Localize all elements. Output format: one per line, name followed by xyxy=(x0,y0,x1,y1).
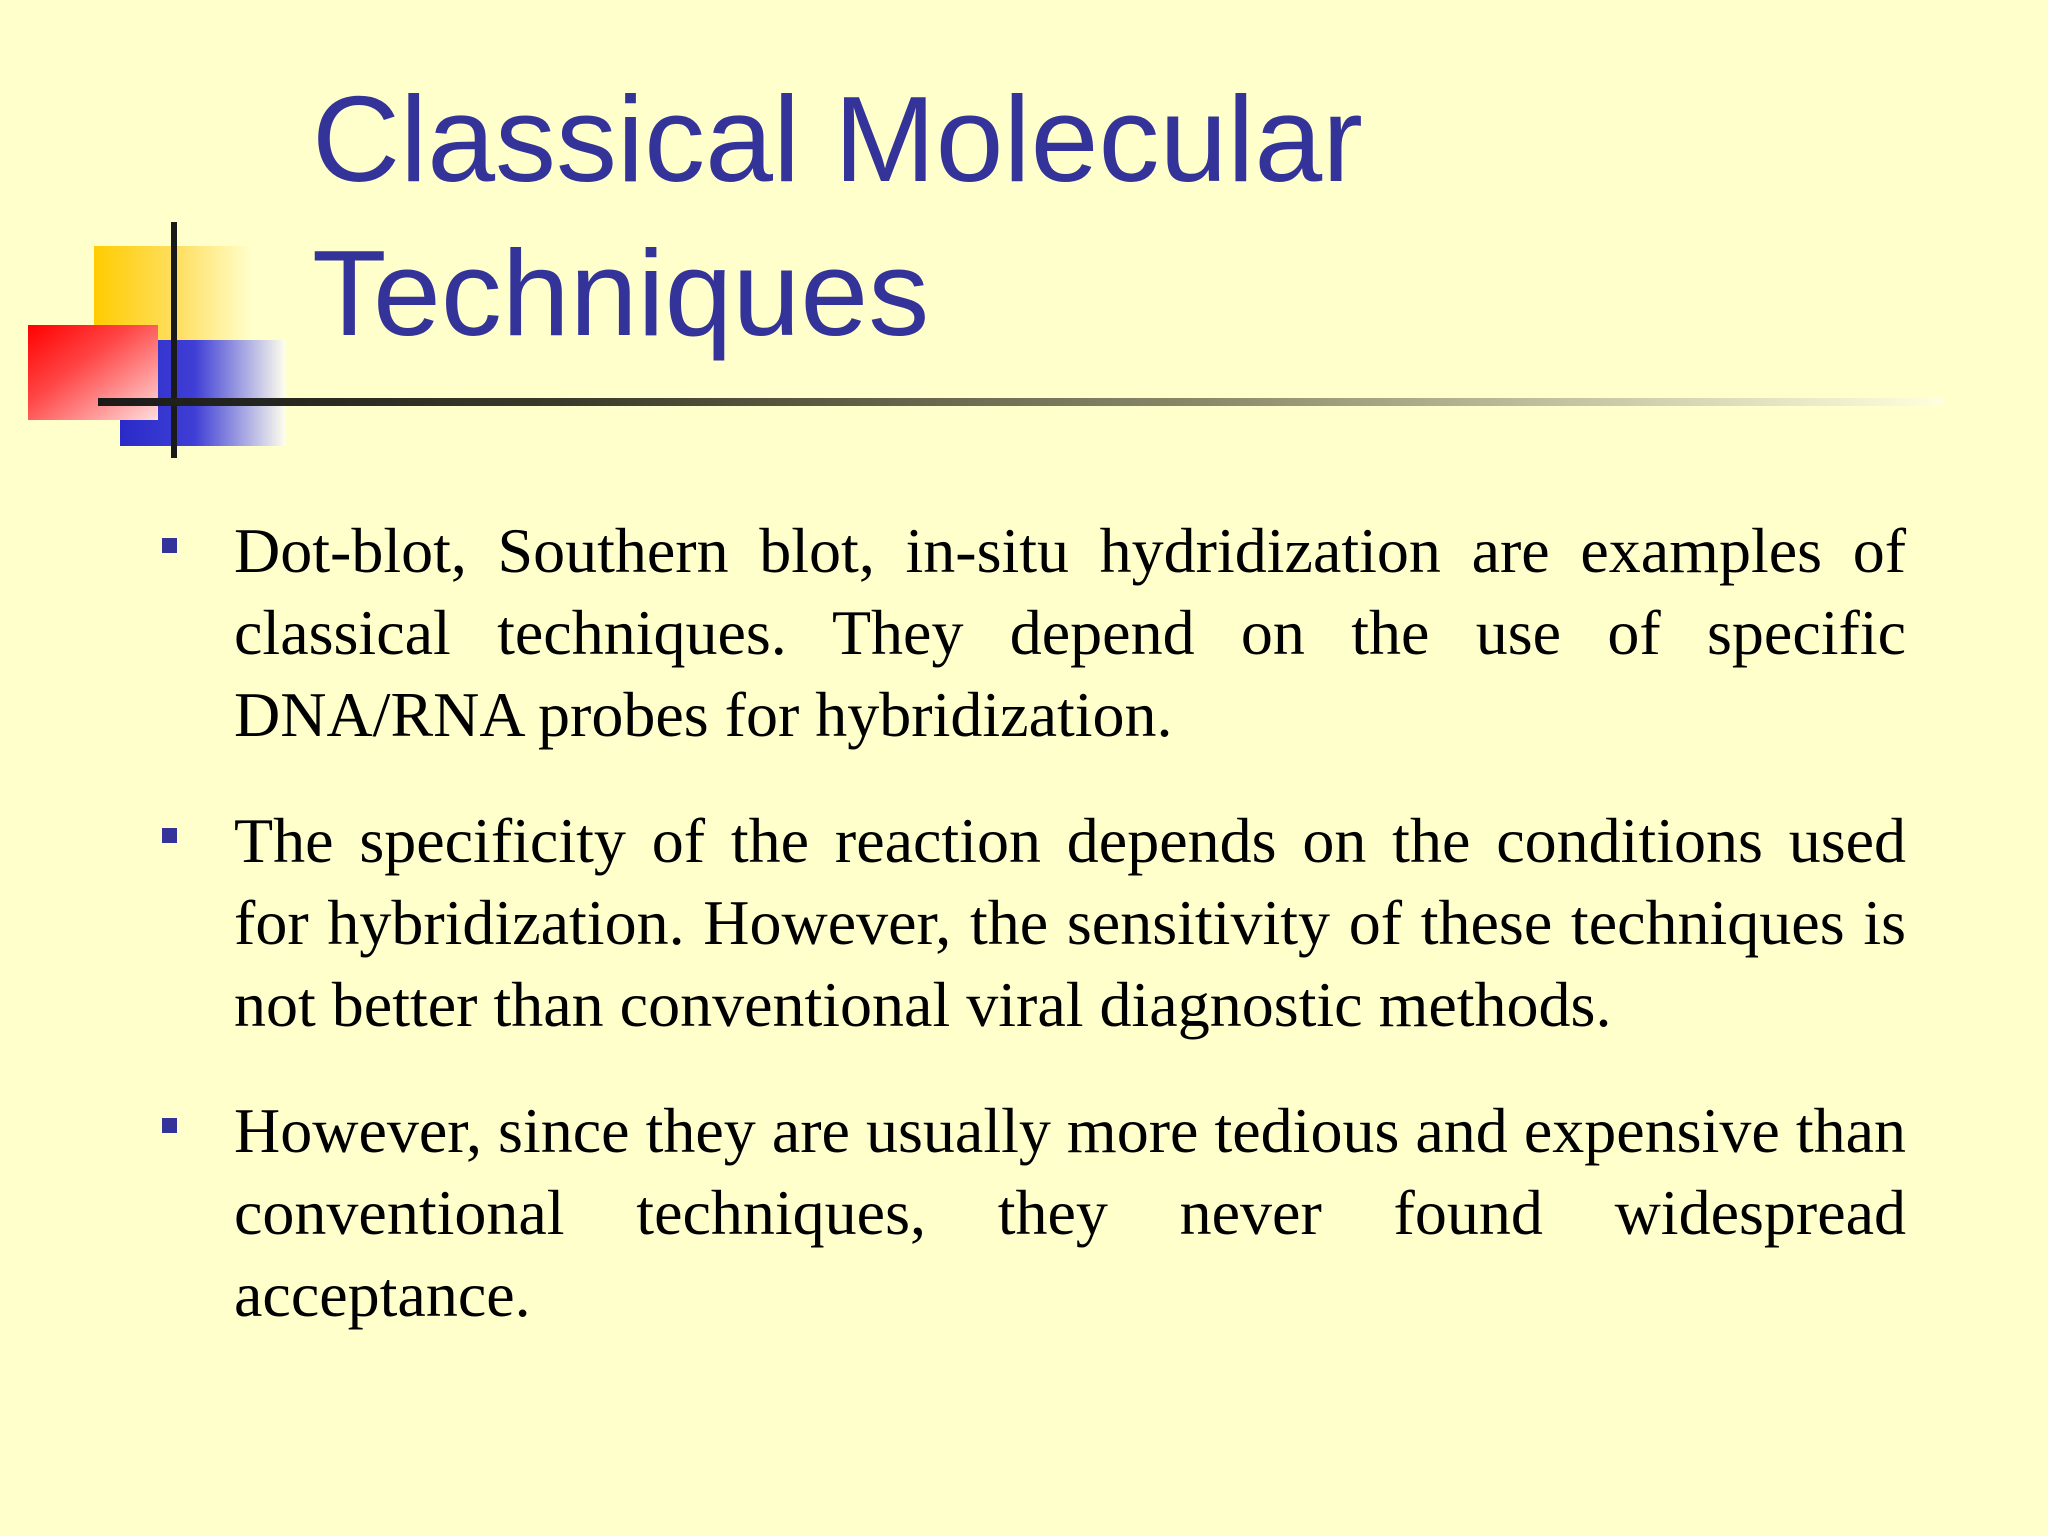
slide-title-line-1: Classical Molecular xyxy=(312,71,1363,207)
slide-title xyxy=(312,62,1812,370)
bullet-text: However, since they are usually more tedious and expensive than conventional techniques, they never found widespread acceptance. xyxy=(234,1095,1906,1330)
bullet-item xyxy=(156,800,1906,1046)
bullet-list xyxy=(156,510,1906,1380)
decorative-vertical-line xyxy=(171,222,177,458)
square-bullet-icon xyxy=(162,538,177,553)
square-bullet-icon xyxy=(162,1118,177,1133)
bullet-item xyxy=(156,1090,1906,1336)
slide-title-line-2: Techniques xyxy=(312,225,930,361)
bullet-item xyxy=(156,510,1906,756)
square-bullet-icon xyxy=(162,828,177,843)
bullet-text: The specificity of the reaction depends on the conditions used for hybridization. However, the sensitivity of these techniques is not better than conventional viral diagnostic methods. xyxy=(234,805,1906,1040)
bullet-text: Dot-blot, Southern blot, in-situ hydridization are examples of classical techniques. They depend on the use of specific DNA/RNA probes for hybridization. xyxy=(234,515,1906,750)
title-underline-rule xyxy=(98,398,1943,406)
